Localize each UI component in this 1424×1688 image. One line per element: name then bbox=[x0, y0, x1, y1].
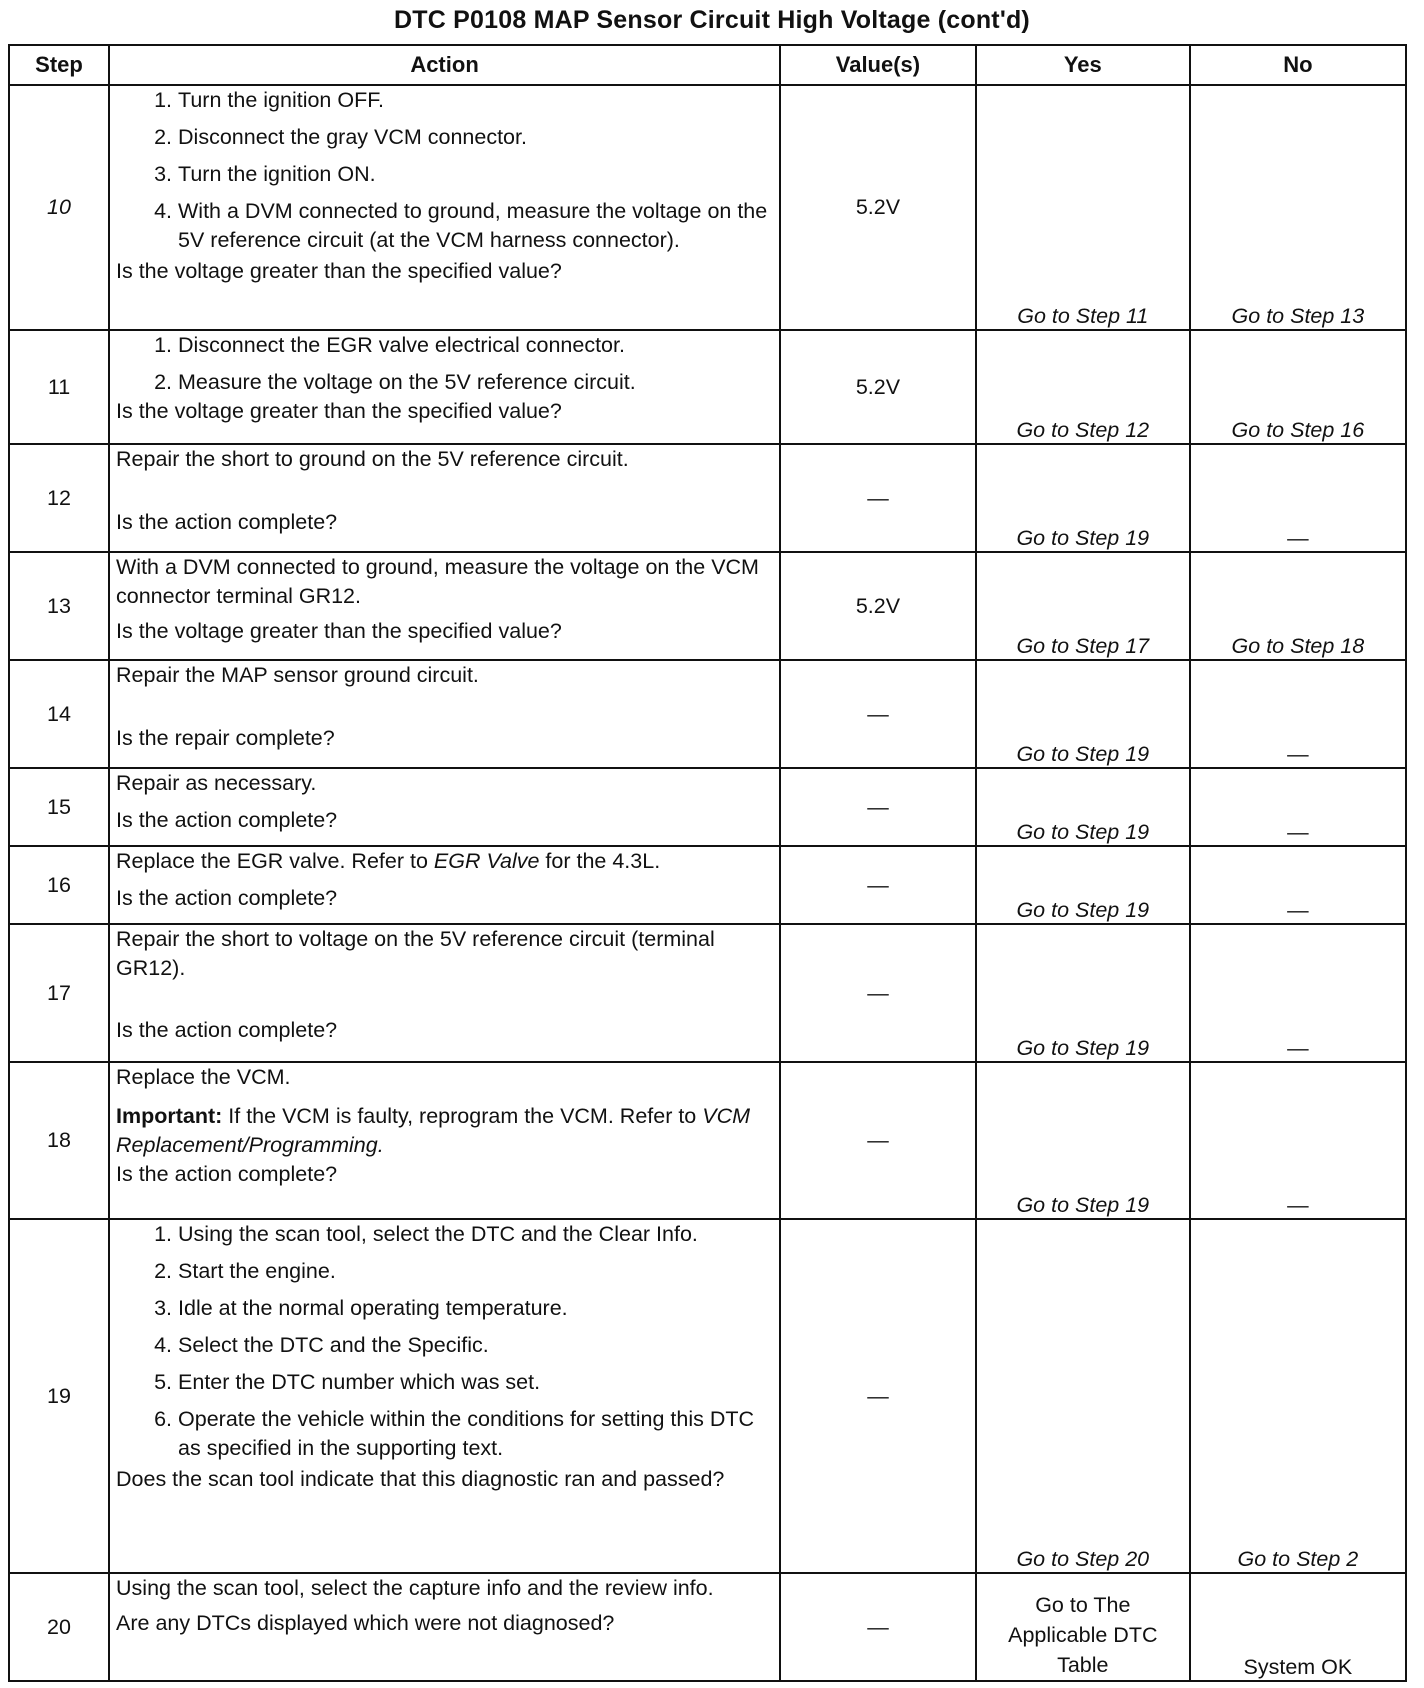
step-number: 17 bbox=[9, 924, 109, 1062]
step-number: 20 bbox=[9, 1573, 109, 1681]
header-step: Step bbox=[9, 45, 109, 85]
step-number: 11 bbox=[9, 330, 109, 444]
table-row-step-11 bbox=[9, 330, 1406, 444]
table-row-step-14 bbox=[9, 660, 1406, 768]
action-text: Repair the short to ground on the 5V reference circuit. bbox=[116, 447, 629, 471]
header-yes: Yes bbox=[976, 45, 1190, 85]
table-row-step-18 bbox=[9, 1062, 1406, 1219]
action-question: Is the action complete? bbox=[116, 886, 338, 910]
action-text: Replace the EGR valve. Refer to EGR Valve for the 4.3L. bbox=[116, 849, 661, 873]
value-cell: 5.2V bbox=[780, 85, 976, 330]
list-item: 5. Enter the DTC number which was set. bbox=[154, 1370, 541, 1394]
list-item: 1. Using the scan tool, select the DTC and the Clear Info. bbox=[154, 1222, 698, 1246]
action-cell bbox=[109, 444, 780, 552]
header-no: No bbox=[1190, 45, 1406, 85]
step-number: 19 bbox=[9, 1219, 109, 1573]
value-cell: — bbox=[780, 1573, 976, 1681]
value-cell: — bbox=[780, 846, 976, 924]
action-cell bbox=[109, 1062, 780, 1219]
yes-cell: Go to Step 19 bbox=[976, 924, 1190, 1062]
table-row-step-13 bbox=[9, 552, 1406, 660]
ref-link: EGR Valve bbox=[433, 849, 540, 873]
yes-cell: Go to Step 17 bbox=[976, 552, 1190, 660]
list-item: 1. Turn the ignition OFF. bbox=[154, 88, 384, 112]
action-text: Using the scan tool, select the capture info and the review info. bbox=[116, 1576, 714, 1600]
no-cell: — bbox=[1190, 768, 1406, 846]
important-note: Important: If the VCM is faulty, reprogram the VCM. Refer to VCM Replacement/Programming. bbox=[116, 1104, 751, 1157]
value-cell: — bbox=[780, 924, 976, 1062]
no-cell: — bbox=[1190, 1062, 1406, 1219]
header-values: Value(s) bbox=[780, 45, 976, 85]
step-number: 18 bbox=[9, 1062, 109, 1219]
action-steps bbox=[116, 331, 773, 397]
step-number: 13 bbox=[9, 552, 109, 660]
no-cell: — bbox=[1190, 444, 1406, 552]
list-item: 3. Idle at the normal operating temperature. bbox=[154, 1296, 568, 1320]
action-cell bbox=[109, 1219, 780, 1573]
action-text: With a DVM connected to ground, measure the voltage on the VCM connector terminal GR12. bbox=[116, 555, 759, 608]
table-row-step-17 bbox=[9, 924, 1406, 1062]
action-cell bbox=[109, 330, 780, 444]
list-item: 3. Turn the ignition ON. bbox=[154, 162, 376, 186]
table-header-row bbox=[9, 45, 1406, 85]
list-item: 1. Disconnect the EGR valve electrical connector. bbox=[154, 333, 625, 357]
table-row-step-19 bbox=[9, 1219, 1406, 1573]
action-cell bbox=[109, 846, 780, 924]
step-number: 14 bbox=[9, 660, 109, 768]
yes-cell: Go to Step 11 bbox=[976, 85, 1190, 330]
ref-link: VCM Replacement/Programming. bbox=[116, 1104, 751, 1157]
value-cell: — bbox=[780, 1062, 976, 1219]
action-question: Is the action complete? bbox=[116, 1018, 338, 1042]
value-cell: 5.2V bbox=[780, 330, 976, 444]
action-cell bbox=[109, 924, 780, 1062]
action-cell bbox=[109, 552, 780, 660]
list-item: 2. Start the engine. bbox=[154, 1259, 336, 1283]
no-cell: Go to Step 18 bbox=[1190, 552, 1406, 660]
list-item: 4. Select the DTC and the Specific. bbox=[154, 1333, 489, 1357]
value-cell: — bbox=[780, 444, 976, 552]
action-text: Replace the VCM. bbox=[116, 1065, 291, 1089]
yes-cell: Go to Step 20 bbox=[976, 1219, 1190, 1573]
list-item: 2. Measure the voltage on the 5V reference circuit. bbox=[154, 370, 636, 394]
no-cell: — bbox=[1190, 846, 1406, 924]
table-row-step-20 bbox=[9, 1573, 1406, 1681]
header-action: Action bbox=[109, 45, 780, 85]
action-steps bbox=[116, 1220, 773, 1463]
value-cell: — bbox=[780, 660, 976, 768]
value-cell: — bbox=[780, 1219, 976, 1573]
yes-cell: Go to Step 19 bbox=[976, 768, 1190, 846]
value-cell: — bbox=[780, 768, 976, 846]
yes-cell: Go to Step 19 bbox=[976, 660, 1190, 768]
list-item: 6. Operate the vehicle within the conditions for setting this DTC as specified in the supporting text. bbox=[154, 1407, 755, 1460]
action-question: Is the repair complete? bbox=[116, 726, 335, 750]
action-text: Repair as necessary. bbox=[116, 771, 317, 795]
action-question: Is the action complete? bbox=[116, 808, 338, 832]
table-row-step-12 bbox=[9, 444, 1406, 552]
no-cell: System OK bbox=[1190, 1573, 1406, 1681]
table-row-step-16 bbox=[9, 846, 1406, 924]
action-question: Is the voltage greater than the specified value? bbox=[116, 399, 562, 423]
no-cell: Go to Step 13 bbox=[1190, 85, 1406, 330]
action-question: Is the voltage greater than the specified value? bbox=[116, 259, 562, 283]
step-number: 16 bbox=[9, 846, 109, 924]
step-number: 10 bbox=[9, 85, 109, 330]
action-cell bbox=[109, 768, 780, 846]
action-question: Is the voltage greater than the specified value? bbox=[116, 619, 562, 643]
step-number: 12 bbox=[9, 444, 109, 552]
yes-cell: Go to The Applicable DTC Table bbox=[976, 1573, 1190, 1681]
action-cell bbox=[109, 85, 780, 330]
page-title: DTC P0108 MAP Sensor Circuit High Voltage (cont'd) bbox=[394, 6, 1030, 34]
action-text: Repair the MAP sensor ground circuit. bbox=[116, 663, 479, 687]
step-number: 15 bbox=[9, 768, 109, 846]
yes-cell: Go to Step 19 bbox=[976, 846, 1190, 924]
action-question: Does the scan tool indicate that this diagnostic ran and passed? bbox=[116, 1467, 725, 1491]
action-question: Is the action complete? bbox=[116, 1162, 338, 1186]
diagnostic-table bbox=[8, 44, 1407, 1682]
action-cell bbox=[109, 1573, 780, 1681]
action-question: Is the action complete? bbox=[116, 510, 338, 534]
value-cell: 5.2V bbox=[780, 552, 976, 660]
yes-cell: Go to Step 12 bbox=[976, 330, 1190, 444]
no-cell: — bbox=[1190, 924, 1406, 1062]
table-row-step-15 bbox=[9, 768, 1406, 846]
yes-cell: Go to Step 19 bbox=[976, 1062, 1190, 1219]
list-item: 4. With a DVM connected to ground, measure the voltage on the 5V reference circuit (at the VCM harness connector). bbox=[154, 199, 768, 252]
action-cell bbox=[109, 660, 780, 768]
table-row-step-10 bbox=[9, 85, 1406, 330]
action-text: Repair the short to voltage on the 5V reference circuit (terminal GR12). bbox=[116, 927, 715, 980]
no-cell: Go to Step 2 bbox=[1190, 1219, 1406, 1573]
list-item: 2. Disconnect the gray VCM connector. bbox=[154, 125, 527, 149]
action-steps bbox=[116, 86, 773, 255]
action-question: Are any DTCs displayed which were not diagnosed? bbox=[116, 1611, 615, 1635]
no-cell: Go to Step 16 bbox=[1190, 330, 1406, 444]
yes-cell: Go to Step 19 bbox=[976, 444, 1190, 552]
no-cell: — bbox=[1190, 660, 1406, 768]
